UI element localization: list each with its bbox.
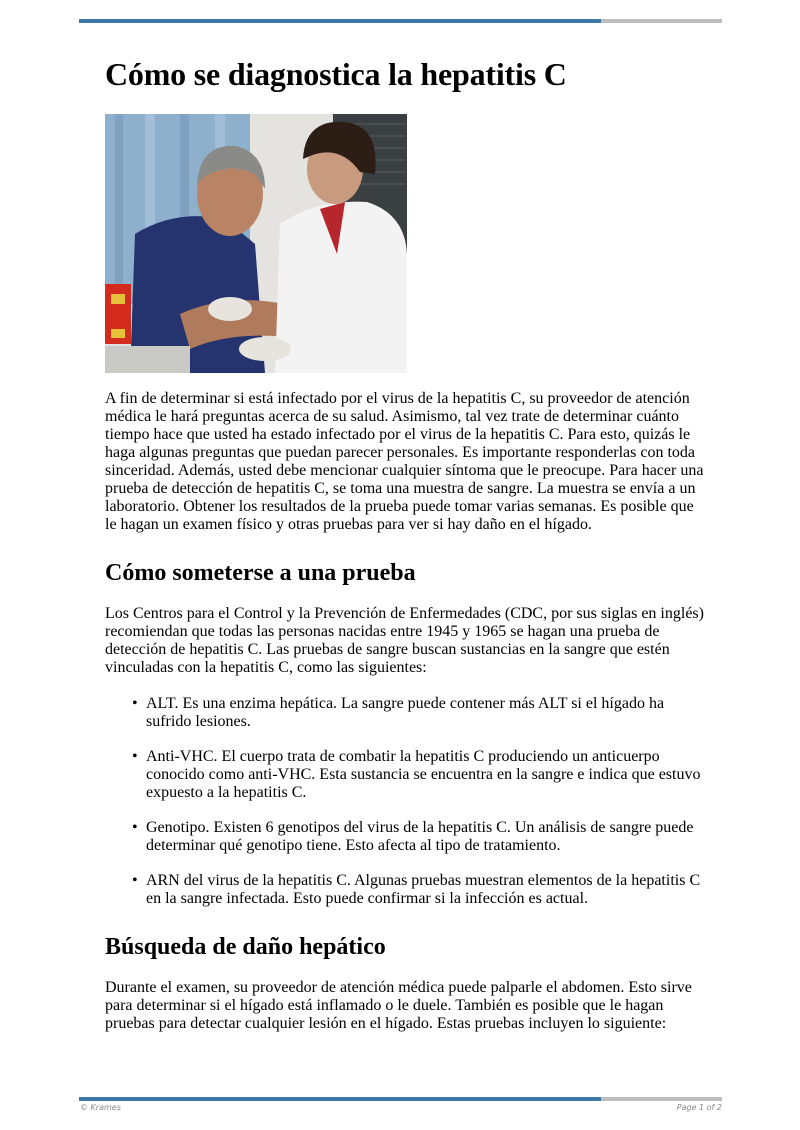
bullet-icon: • <box>132 748 138 765</box>
list-item <box>132 748 705 802</box>
section-heading-testing: Cómo someterse a una prueba <box>105 560 416 586</box>
page-title: Cómo se diagnostica la hepatitis C <box>105 56 567 92</box>
list-item-text: Anti-VHC. El cuerpo trata de combatir la hepatitis C produciendo un anticuerpo conocido como anti-VHC. Esta sustancia se encuentra en la sangre e indica que estuvo expuesto a la hepatitis C. <box>146 748 701 801</box>
section-heading-liver-damage: Búsqueda de daño hepático <box>105 934 386 960</box>
article-photo <box>105 114 407 373</box>
header-rule-remainder <box>601 19 722 23</box>
bullet-icon: • <box>132 695 138 712</box>
footer-rule-progress <box>79 1097 601 1101</box>
list-item-text: ALT. Es una enzima hepática. La sangre puede contener más ALT si el hígado ha sufrido lesiones. <box>146 695 665 730</box>
bullet-icon: • <box>132 819 138 836</box>
footer-page-number: Page 1 of 2 <box>676 1103 722 1112</box>
photo-illustration <box>105 114 407 373</box>
footer-rule <box>79 1097 722 1101</box>
blood-tests-list <box>105 695 705 908</box>
list-item <box>132 819 705 855</box>
liver-damage-paragraph: Durante el examen, su proveedor de atención médica puede palparle el abdomen. Esto sirve para determinar si el hígado está inflamado o le duele. También es posible que le hagan pruebas para detectar cualquier lesión en el hígado. Estas pruebas incluyen lo siguiente: <box>105 979 692 1032</box>
list-item <box>132 872 705 908</box>
testing-paragraph: Los Centros para el Control y la Prevención de Enfermedades (CDC, por sus siglas en inglés) recomiendan que todas las personas nacidas entre 1945 y 1965 se hagan una prueba de detección de hepatitis C. Las pruebas de sangre buscan sustancias en la sangre que estén vinculadas con la hepatitis C, como las siguientes: <box>105 605 704 676</box>
intro-paragraph: A fin de determinar si está infectado por el virus de la hepatitis C, su proveedor de atención médica le hará preguntas acerca de su salud. Asimismo, tal vez trate de determinar cuánto tiempo hace que usted ha estado infectado por el virus de la hepatitis C. Para esto, quizás le haga algunas preguntas que puedan parecer personales. Es importante responderlas con toda sinceridad. Además, usted debe mencionar cualquier síntoma que le preocupe. Para hacer una prueba de detección de hepatitis C, se toma una muestra de sangre. La muestra se envía a un laboratorio. Obtener los resultados de la prueba puede tomar varias semanas. Es posible que le hagan un examen físico y otras pruebas para ver si hay daño en el hígado. <box>105 390 704 533</box>
footer-rule-remainder <box>601 1097 722 1101</box>
header-rule <box>79 19 722 23</box>
list-item-text: ARN del virus de la hepatitis C. Algunas pruebas muestran elementos de la hepatitis C en la sangre infectada. Esto puede confirmar si la infección es actual. <box>146 872 701 907</box>
document-body <box>105 54 705 1033</box>
bullet-icon: • <box>132 872 138 889</box>
list-item-text: Genotipo. Existen 6 genotipos del virus de la hepatitis C. Un análisis de sangre puede determinar qué genotipo tiene. Esto afecta al tipo de tratamiento. <box>146 819 694 854</box>
list-item <box>132 695 705 731</box>
header-rule-progress <box>79 19 601 23</box>
footer-copyright: © Krames <box>80 1103 121 1112</box>
